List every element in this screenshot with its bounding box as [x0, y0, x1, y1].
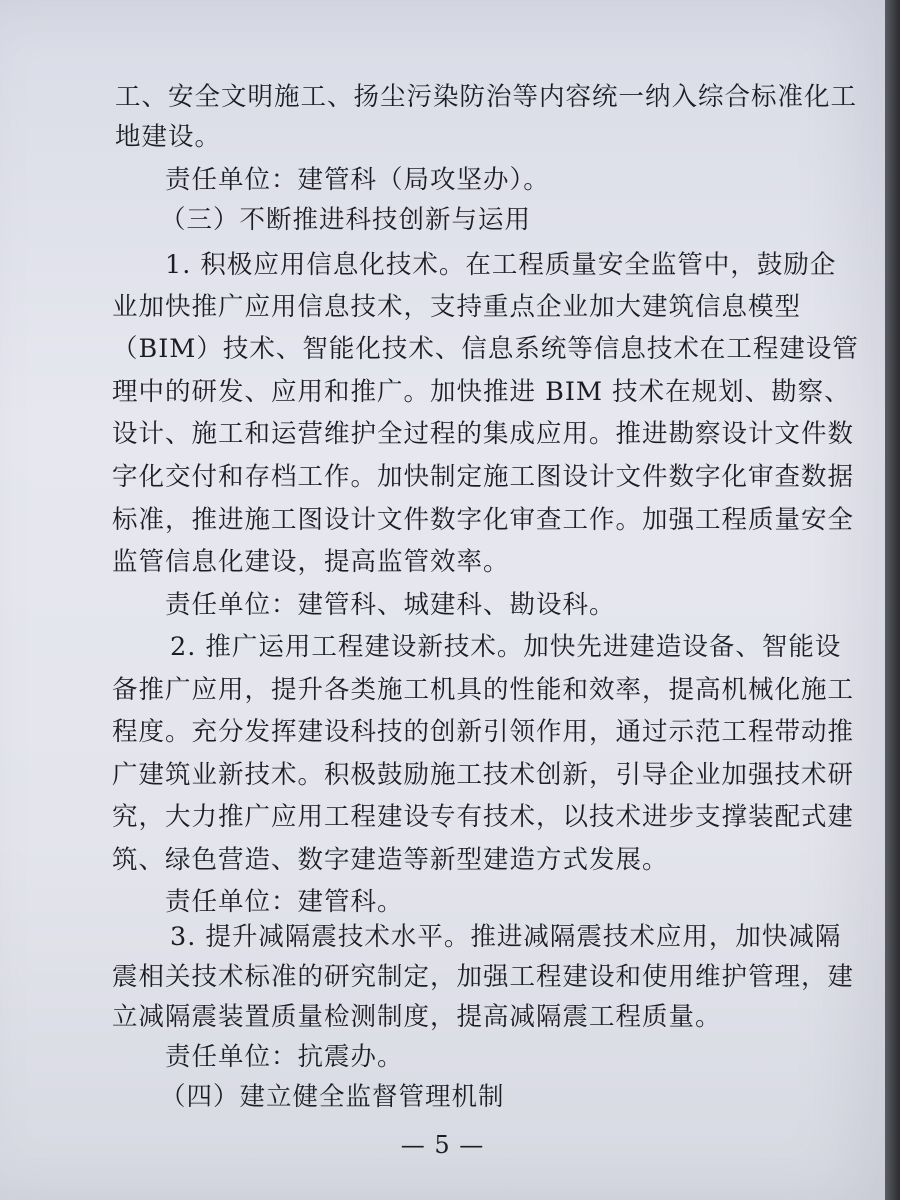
page-edge-shadow	[885, 0, 900, 1200]
text-line: 备推广应用，提升各类施工机具的性能和效率，提高机械化施工	[112, 675, 855, 705]
text-line: 3. 提升减隔震技术水平。推进减隔震技术应用，加快减隔	[170, 922, 842, 952]
section-heading: （三）不断推进科技创新与运用	[160, 205, 532, 235]
text-line: 1. 积极应用信息化技术。在工程质量安全监管中，鼓励企	[165, 250, 837, 280]
text-line: 标准，推进施工图设计文件数字化审查工作。加强工程质量安全	[112, 505, 855, 535]
text-line: 究，大力推广应用工程建设专有技术，以技术进步支撑装配式建	[112, 802, 855, 832]
text-line: 字化交付和存档工作。加快制定施工图设计文件数字化审查数据	[112, 462, 855, 492]
text-line: 广建筑业新技术。积极鼓励施工技术创新，引导企业加强技术研	[112, 760, 855, 790]
text-line: 责任单位：建管科。	[165, 887, 404, 917]
text-line: 工、安全文明施工、扬尘污染防治等内容统一纳入综合标准化工	[115, 82, 858, 112]
section-heading: （四）建立健全监督管理机制	[160, 1082, 505, 1112]
text-line: 2. 推广运用工程建设新技术。加快先进建造设备、智能设	[170, 632, 842, 662]
text-line: （BIM）技术、智能化技术、信息系统等信息技术在工程建设管	[112, 334, 859, 364]
text-line: 筑、绿色营造、数字建造等新型建造方式发展。	[112, 845, 669, 875]
text-line: 设计、施工和运营维护全过程的集成应用。推进勘察设计文件数	[112, 419, 855, 449]
text-line: 震相关技术标准的研究制定，加强工程建设和使用维护管理，建	[112, 962, 855, 992]
text-line: 责任单位：建管科、城建科、勘设科。	[165, 590, 616, 620]
text-line: 业加快推广应用信息技术，支持重点企业加大建筑信息模型	[112, 292, 802, 322]
text-line: 理中的研发、应用和推广。加快推进 BIM 技术在规划、勘察、	[112, 377, 851, 407]
page-number: — 5 —	[400, 1131, 485, 1159]
text-line: 地建设。	[115, 122, 222, 152]
text-line: 立减隔震装置质量检测制度，提高减隔震工程质量。	[112, 1002, 722, 1032]
text-line: 监管信息化建设，提高监管效率。	[112, 547, 510, 577]
text-line: 责任单位：建管科（局攻坚办）。	[165, 165, 550, 195]
text-line: 程度。充分发挥建设科技的创新引领作用，通过示范工程带动推	[112, 717, 855, 747]
text-line: 责任单位：抗震办。	[165, 1042, 404, 1072]
